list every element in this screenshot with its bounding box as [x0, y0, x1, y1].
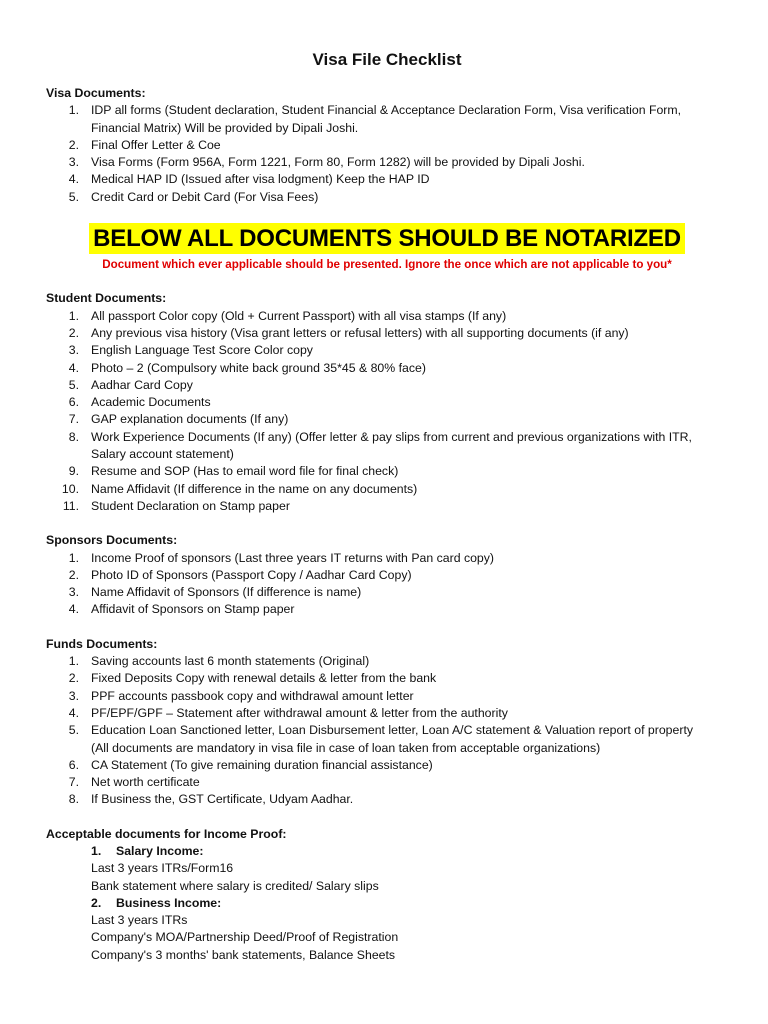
funds-documents-section	[46, 636, 728, 809]
list-item	[46, 411, 728, 428]
item-number: 1.	[68, 654, 79, 669]
item-line: Medical HAP ID (Issued after visa lodgment) Keep the HAP ID	[91, 172, 430, 187]
item-number: 8.	[68, 429, 79, 444]
list-item	[46, 774, 728, 791]
item-line: All passport Color copy (Old + Current Passport) with all visa stamps (If any)	[91, 308, 507, 323]
item-line: Aadhar Card Copy	[91, 377, 193, 392]
item-line: Photo ID of Sponsors (Passport Copy / Aadhar Card Copy)	[91, 567, 412, 582]
item-line: Photo – 2 (Compulsory white back ground 35*45 & 80% face)	[91, 360, 426, 375]
list-item	[46, 377, 728, 394]
item-number: 1.	[68, 308, 79, 323]
section-heading: Funds Documents:	[46, 636, 158, 651]
item-number: 3.	[68, 155, 79, 170]
item-number: 4.	[68, 705, 79, 720]
page-title: Visa File Checklist	[312, 50, 462, 69]
item-number: 4.	[68, 602, 79, 617]
banner-note: Document which ever applicable should be presented. Ignore the once which are not applicable to you*	[102, 258, 672, 272]
list-item	[46, 481, 728, 498]
item-line: IDP all forms (Student declaration, Student Financial & Acceptance Declaration Form, Visa verification Form,	[91, 103, 682, 118]
item-line: Fixed Deposits Copy with renewal details & letter from the bank	[91, 671, 437, 686]
salary-income-heading	[46, 843, 728, 860]
item-line: Final Offer Letter & Coe	[91, 137, 221, 152]
list-item	[46, 791, 728, 808]
item-line: English Language Test Score Color copy	[91, 343, 313, 358]
list-item	[46, 584, 728, 601]
sponsors-documents-list	[46, 550, 728, 619]
item-number: 3.	[68, 343, 79, 358]
item-line: Name Affidavit (If difference in the name on any documents)	[91, 481, 418, 496]
visa-documents-list	[46, 102, 728, 206]
item-line: Credit Card or Debit Card (For Visa Fees)	[91, 189, 319, 204]
list-item	[46, 601, 728, 618]
funds-documents-list	[46, 653, 728, 809]
list-item	[46, 394, 728, 411]
list-item	[46, 722, 728, 757]
item-line: PPF accounts passbook copy and withdrawal amount letter	[91, 688, 414, 703]
sub-label: Business Income:	[116, 895, 222, 910]
list-item	[46, 154, 728, 171]
list-item	[46, 688, 728, 705]
item-line: Resume and SOP (Has to email word file for final check)	[91, 464, 399, 479]
list-item	[46, 705, 728, 722]
item-line: Salary account statement)	[91, 447, 234, 462]
section-heading: Student Documents:	[46, 291, 167, 306]
list-item	[46, 653, 728, 670]
list-item	[46, 189, 728, 206]
sub-label: Salary Income:	[116, 843, 204, 858]
banner-text: BELOW ALL DOCUMENTS SHOULD BE NOTARIZED	[89, 223, 685, 254]
item-number: 9.	[68, 464, 79, 479]
list-item	[46, 102, 728, 137]
income-proof-section	[46, 826, 728, 964]
item-number: 8.	[68, 792, 79, 807]
item-number: 3.	[68, 585, 79, 600]
item-line: CA Statement (To give remaining duration financial assistance)	[91, 757, 433, 772]
item-number: 10.	[61, 481, 79, 496]
item-number: 5.	[68, 723, 79, 738]
income-line: Company's MOA/Partnership Deed/Proof of Registration	[91, 930, 399, 945]
item-line: Academic Documents	[91, 395, 211, 410]
item-line: If Business the, GST Certificate, Udyam Aadhar.	[91, 792, 354, 807]
item-number: 7.	[68, 775, 79, 790]
item-line: Saving accounts last 6 month statements (Original)	[91, 654, 370, 669]
item-line: Financial Matrix) Will be provided by Dipali Joshi.	[91, 120, 359, 135]
list-item	[46, 137, 728, 154]
list-item	[46, 325, 728, 342]
item-number: 1.	[91, 843, 102, 858]
item-line: GAP explanation documents (If any)	[91, 412, 289, 427]
list-item	[46, 342, 728, 359]
list-item	[46, 171, 728, 188]
item-line: Education Loan Sanctioned letter, Loan Disbursement letter, Loan A/C statement & Valuation report of property	[91, 723, 694, 738]
item-number: 2.	[68, 137, 79, 152]
item-number: 4.	[68, 172, 79, 187]
item-number: 11.	[62, 498, 79, 513]
item-number: 6.	[68, 757, 79, 772]
section-heading: Visa Documents:	[46, 86, 146, 100]
item-number: 7.	[68, 412, 79, 427]
item-line: Student Declaration on Stamp paper	[91, 498, 290, 513]
list-item	[46, 567, 728, 584]
item-line: Work Experience Documents (If any) (Offer letter & pay slips from current and previous organizations with ITR,	[91, 429, 692, 444]
section-heading: Acceptable documents for Income Proof:	[46, 826, 287, 841]
income-line: Last 3 years ITRs	[91, 913, 188, 928]
income-line: Company's 3 months' bank statements, Balance Sheets	[91, 947, 396, 962]
item-number: 5.	[68, 377, 79, 392]
list-item	[46, 360, 728, 377]
list-item	[46, 670, 728, 687]
item-number: 5.	[68, 189, 79, 204]
item-number: 6.	[68, 395, 79, 410]
item-number: 3.	[68, 688, 79, 703]
section-heading: Sponsors Documents:	[46, 533, 178, 548]
income-line: Last 3 years ITRs/Form16	[91, 861, 234, 876]
item-line: Affidavit of Sponsors on Stamp paper	[91, 602, 295, 617]
item-number: 4.	[68, 360, 79, 375]
business-income-heading	[46, 895, 728, 912]
item-number: 2.	[68, 567, 79, 582]
item-line: Visa Forms (Form 956A, Form 1221, Form 80, Form 1282) will be provided by Dipali Joshi.	[91, 155, 585, 170]
item-number: 1.	[68, 550, 79, 565]
item-line: Any previous visa history (Visa grant letters or refusal letters) with all supporting documents (if any)	[91, 325, 629, 340]
list-item	[46, 498, 728, 515]
item-number: 2.	[91, 895, 102, 910]
item-number: 1.	[68, 103, 79, 118]
item-line: Income Proof of sponsors (Last three years IT returns with Pan card copy)	[91, 550, 495, 565]
sponsors-documents-section	[46, 532, 728, 618]
visa-documents-section	[46, 85, 728, 206]
list-item	[46, 308, 728, 325]
income-line: Bank statement where salary is credited/ Salary slips	[91, 878, 379, 893]
item-line: Net worth certificate	[91, 775, 200, 790]
list-item	[46, 463, 728, 480]
notarized-banner	[46, 223, 728, 254]
student-documents-section	[46, 290, 728, 515]
student-documents-list	[46, 308, 728, 516]
item-number: 2.	[68, 671, 79, 686]
item-line: PF/EPF/GPF – Statement after withdrawal amount & letter from the authority	[91, 705, 508, 720]
list-item	[46, 429, 728, 464]
item-number: 2.	[68, 325, 79, 340]
item-line: (All documents are mandatory in visa file in case of loan taken from acceptable organizations)	[91, 740, 601, 755]
item-line: Name Affidavit of Sponsors (If difference is name)	[91, 585, 362, 600]
list-item	[46, 757, 728, 774]
list-item	[46, 550, 728, 567]
